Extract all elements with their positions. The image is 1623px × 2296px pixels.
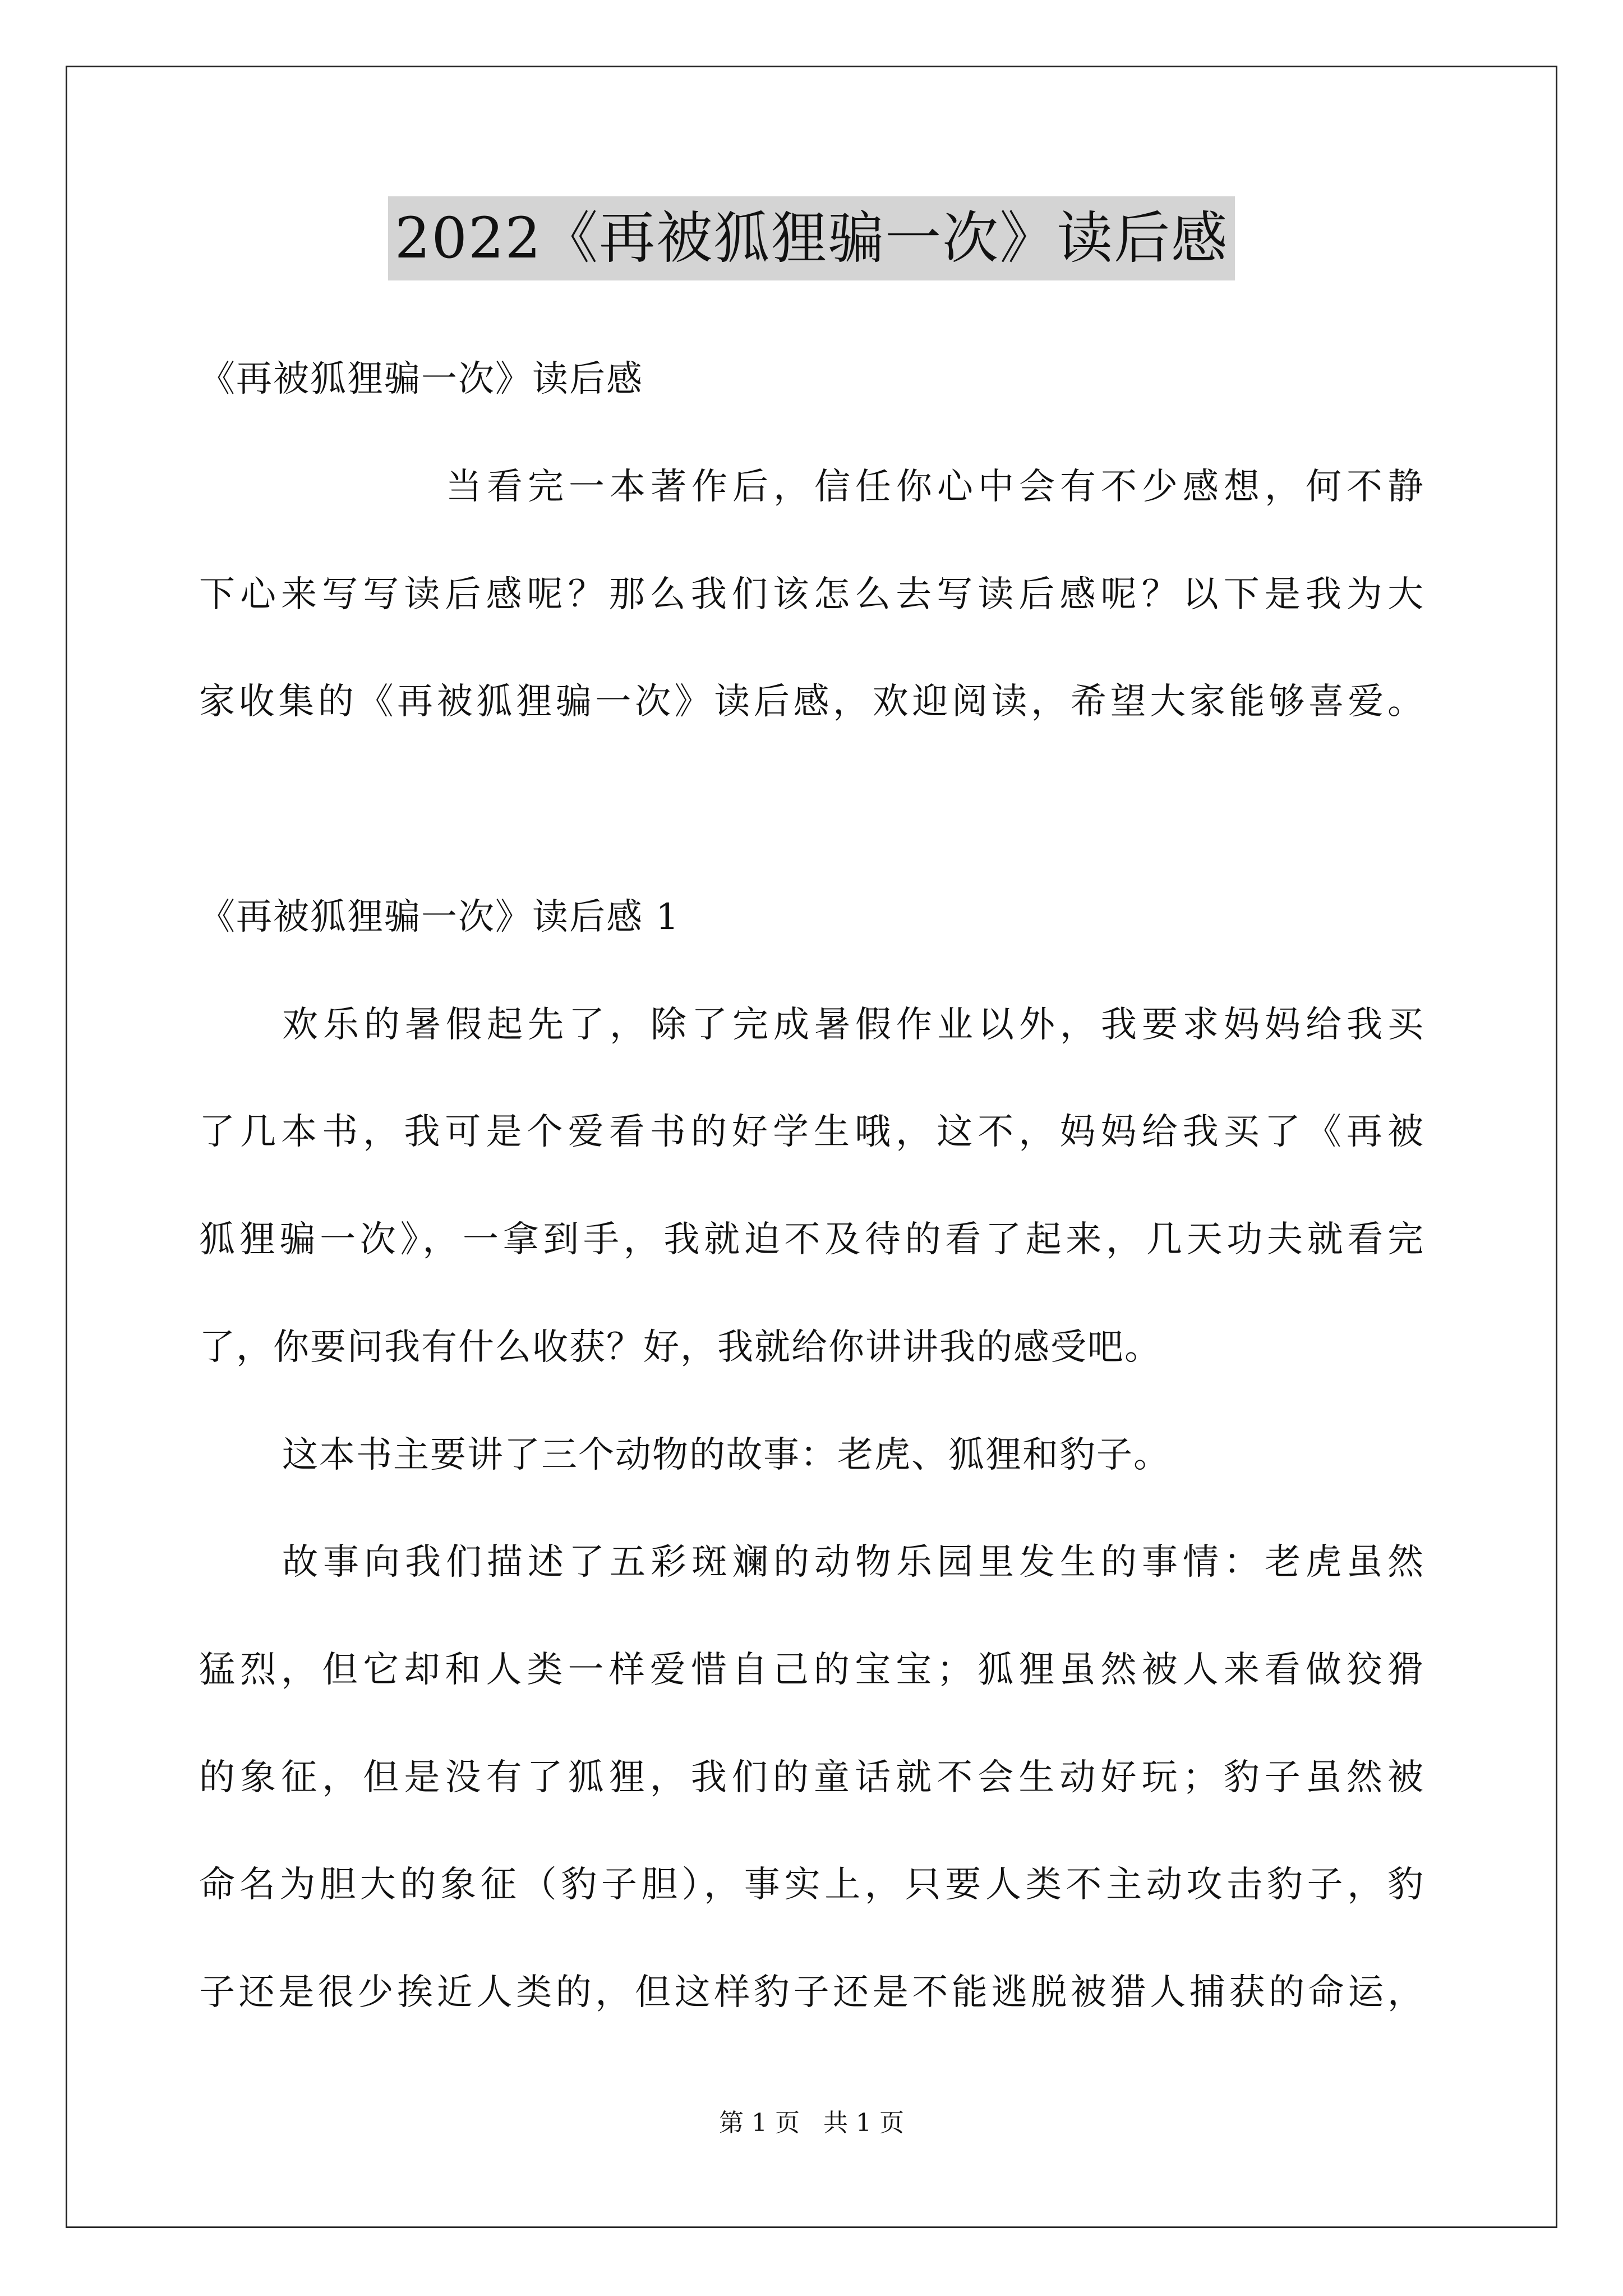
- title-container: [0, 196, 1623, 280]
- body-line: 猛烈，但它却和人类一样爱惜自己的宝宝；狐狸虽然被人来看做狡猾: [199, 1649, 1424, 1691]
- body-line: 了几本书，我可是个爱看书的好学生哦，这不，妈妈给我买了《再被: [199, 1111, 1424, 1153]
- body-line: 狐狸骗一次》，一拿到手，我就迫不及待的看了起来，几天功夫就看完: [199, 1219, 1424, 1260]
- document-title: 2022《再被狐狸骗一次》读后感: [388, 196, 1235, 280]
- intro-line: 家收集的《再被狐狸骗一次》读后感，欢迎阅读，希望大家能够喜爱。: [199, 681, 1424, 723]
- body-line: 命名为胆大的象征（豹子胆），事实上，只要人类不主动攻击豹子，豹: [199, 1864, 1424, 1906]
- page-number-current: 第 1 页: [719, 2109, 800, 2137]
- body-line: 的象征，但是没有了狐狸，我们的童话就不会生动好玩；豹子虽然被: [199, 1757, 1424, 1798]
- intro-line: 当看完一本著作后，信任你心中会有不少感想，何不静: [446, 466, 1424, 508]
- page-footer: [0, 2106, 1623, 2140]
- body-line: 欢乐的暑假起先了，除了完成暑假作业以外，我要求妈妈给我买: [282, 1004, 1424, 1046]
- body-line: 子还是很少挨近人类的，但这样豹子还是不能逃脱被猎人捕获的命运，: [199, 1972, 1424, 2013]
- page-number-total: 共 1 页: [823, 2109, 904, 2137]
- intro-line: 下心来写写读后感呢？那么我们该怎么去写读后感呢？以下是我为大: [199, 574, 1424, 615]
- body-line: 了，你要问我有什么收获？好，我就给你讲讲我的感受吧。: [199, 1327, 1161, 1368]
- document-subtitle: 《再被狐狸骗一次》读后感: [199, 358, 643, 400]
- section-heading: 《再被狐狸骗一次》读后感 1: [199, 896, 680, 938]
- body-line: 这本书主要讲了三个动物的故事：老虎、狐狸和豹子。: [282, 1434, 1170, 1476]
- body-line: 故事向我们描述了五彩斑斓的动物乐园里发生的事情：老虎虽然: [282, 1542, 1424, 1583]
